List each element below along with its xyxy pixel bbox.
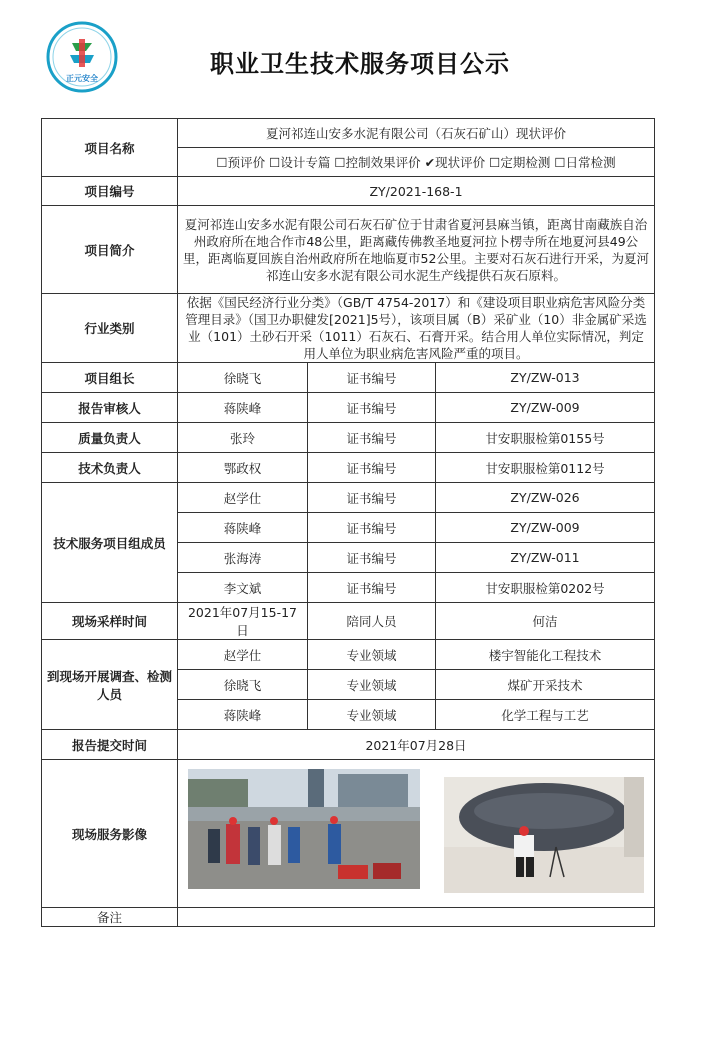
label-project-name: 项目名称 bbox=[42, 119, 178, 177]
eval-type-label: 定期检测 bbox=[500, 155, 551, 170]
intro-text: 夏河祁连山安多水泥有限公司石灰石矿位于甘肃省夏河县麻当镇，距离甘南藏族自治州政府所在地合作市48公里，距离藏传佛教圣地夏河拉卜楞寺所在地夏河县49公里，距离临夏回族自治州政府所在地临夏市52公里。主要对石灰石进行开采，为夏河祁连山安多水泥有限公司水泥生产线提供石灰石原料。 bbox=[178, 206, 655, 294]
staff-field: 化学工程与工艺 bbox=[436, 700, 655, 730]
eval-type-label: 预评价 bbox=[227, 155, 266, 170]
staff-name: 赵学仕 bbox=[178, 640, 308, 670]
member-cert: ZY/ZW-011 bbox=[436, 543, 655, 573]
cert-label: 证书编号 bbox=[308, 513, 436, 543]
eval-type-label: 现状评价 bbox=[435, 155, 486, 170]
project-name-value: 夏河祁连山安多水泥有限公司（石灰石矿山）现状评价 bbox=[178, 119, 655, 148]
eval-type-label: 设计专篇 bbox=[280, 155, 331, 170]
site-photo-outdoor bbox=[188, 769, 420, 889]
eval-type-option bbox=[554, 153, 615, 171]
accompany-label: 陪同人员 bbox=[308, 603, 436, 640]
label-sampling-time: 现场采样时间 bbox=[42, 603, 178, 640]
checked-box-icon: ✔ bbox=[424, 155, 436, 170]
publicity-table bbox=[41, 118, 655, 927]
label-survey-staff: 到现场开展调查、检测人员 bbox=[42, 640, 178, 730]
sampling-time-value: 2021年07月15-17日 bbox=[178, 603, 308, 640]
eval-type-option bbox=[425, 153, 486, 171]
member-cert: 甘安职服检第0202号 bbox=[436, 573, 655, 603]
label-industry: 行业类别 bbox=[42, 294, 178, 363]
staff-field: 楼宇智能化工程技术 bbox=[436, 640, 655, 670]
eval-type-option bbox=[269, 153, 330, 171]
submit-time-value: 2021年07月28日 bbox=[178, 730, 655, 760]
member-name: 李文斌 bbox=[178, 573, 308, 603]
label-tech: 技术负责人 bbox=[42, 453, 178, 483]
field-label: 专业领域 bbox=[308, 640, 436, 670]
member-name: 张海涛 bbox=[178, 543, 308, 573]
label-photos: 现场服务影像 bbox=[42, 760, 178, 908]
eval-type-options bbox=[178, 148, 655, 177]
cert-label: 证书编号 bbox=[308, 573, 436, 603]
member-name: 赵学仕 bbox=[178, 483, 308, 513]
field-label: 专业领域 bbox=[308, 670, 436, 700]
quality-name: 张玲 bbox=[178, 423, 308, 453]
cert-label: 证书编号 bbox=[308, 363, 436, 393]
label-leader: 项目组长 bbox=[42, 363, 178, 393]
tech-cert: 甘安职服检第0112号 bbox=[436, 453, 655, 483]
reviewer-name: 蒋陕峰 bbox=[178, 393, 308, 423]
unchecked-box-icon: ☐ bbox=[334, 155, 346, 170]
field-label: 专业领域 bbox=[308, 700, 436, 730]
project-no-value: ZY/2021-168-1 bbox=[178, 177, 655, 206]
accompany-value: 何洁 bbox=[436, 603, 655, 640]
unchecked-box-icon: ☐ bbox=[554, 155, 566, 170]
eval-type-label: 控制效果评价 bbox=[345, 155, 421, 170]
industry-text: 依据《国民经济行业分类》（GB/T 4754-2017）和《建设项目职业病危害风险分类管理目录》（国卫办职健发[2021]5号），该项目属（B）采矿业（10）非金属矿采选业（101）土砂石开采（1011）石灰石、石膏开采。结合用人单位实际情况，判定用人单位为职业病危害风险严重的项目。 bbox=[178, 294, 655, 363]
staff-name: 徐晓飞 bbox=[178, 670, 308, 700]
label-project-no: 项目编号 bbox=[42, 177, 178, 206]
tech-name: 鄂政权 bbox=[178, 453, 308, 483]
cert-label: 证书编号 bbox=[308, 423, 436, 453]
logo-text: 正元安全 bbox=[66, 74, 98, 83]
label-submit-time: 报告提交时间 bbox=[42, 730, 178, 760]
page-title: 职业卫生技术服务项目公示 bbox=[210, 50, 510, 78]
eval-type-option bbox=[489, 153, 550, 171]
quality-cert: 甘安职服检第0155号 bbox=[436, 423, 655, 453]
member-cert: ZY/ZW-009 bbox=[436, 513, 655, 543]
eval-type-label: 日常检测 bbox=[565, 155, 616, 170]
staff-field: 煤矿开采技术 bbox=[436, 670, 655, 700]
cert-label: 证书编号 bbox=[308, 393, 436, 423]
reviewer-cert: ZY/ZW-009 bbox=[436, 393, 655, 423]
eval-type-option bbox=[334, 153, 420, 171]
cert-label: 证书编号 bbox=[308, 483, 436, 513]
leader-cert: ZY/ZW-013 bbox=[436, 363, 655, 393]
unchecked-box-icon: ☐ bbox=[216, 155, 228, 170]
label-intro: 项目简介 bbox=[42, 206, 178, 294]
remark-value bbox=[178, 908, 655, 927]
cert-label: 证书编号 bbox=[308, 453, 436, 483]
member-name: 蒋陕峰 bbox=[178, 513, 308, 543]
cert-label: 证书编号 bbox=[308, 543, 436, 573]
unchecked-box-icon: ☐ bbox=[489, 155, 501, 170]
label-remark: 备注 bbox=[42, 908, 178, 927]
eval-type-option bbox=[216, 153, 265, 171]
member-cert: ZY/ZW-026 bbox=[436, 483, 655, 513]
label-quality: 质量负责人 bbox=[42, 423, 178, 453]
label-members: 技术服务项目组成员 bbox=[42, 483, 178, 603]
leader-name: 徐晓飞 bbox=[178, 363, 308, 393]
label-reviewer: 报告审核人 bbox=[42, 393, 178, 423]
site-photo-indoor bbox=[444, 777, 644, 893]
unchecked-box-icon: ☐ bbox=[269, 155, 281, 170]
staff-name: 蒋陕峰 bbox=[178, 700, 308, 730]
